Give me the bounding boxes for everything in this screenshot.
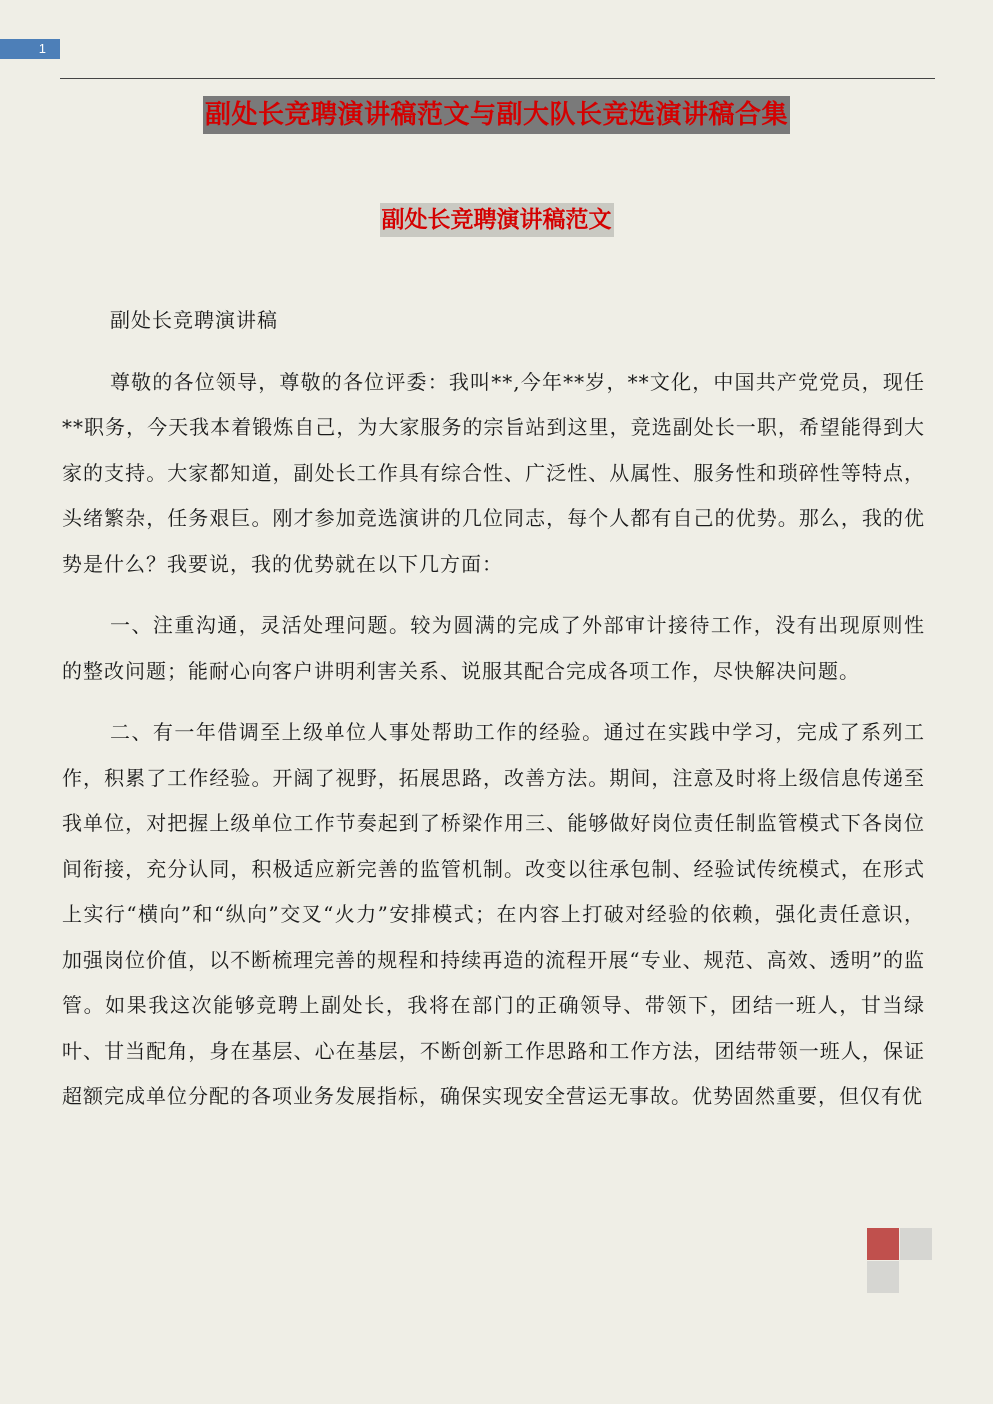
section-title-container [0, 203, 993, 237]
corner-deco-square-gray [900, 1228, 932, 1260]
corner-deco-square-gray [867, 1261, 899, 1293]
corner-deco-square-red [867, 1228, 899, 1260]
document-body [62, 298, 925, 1120]
section-title: 副处长竞聘演讲稿范文 [380, 203, 614, 237]
page-number-badge: 1 [0, 39, 60, 59]
speech-heading: 副处长竞聘演讲稿 [110, 308, 278, 332]
main-title: 副处长竞聘演讲稿范文与副大队长竞选演讲稿合集 [203, 96, 790, 134]
header-rule [60, 78, 935, 79]
body-paragraph: 二、有一年借调至上级单位人事处帮助工作的经验。通过在实践中学习，完成了系列工作，积累了工作经验。开阔了视野，拓展思路，改善方法。期间，注意及时将上级信息传递至我单位，对把握上级单位工作节奏起到了桥梁作用三、能够做好岗位责任制监管模式下各岗位间衔接，充分认同，积极适应新完善的监管机制。改变以往承包制、经验试传统模式，在形式上实行“横向”和“纵向”交叉“火力”安排模式；在内容上打破对经验的依赖，强化责任意识，加强岗位价值，以不断梳理完善的规程和持续再造的流程开展“专业、规范、高效、透明”的监管。如果我这次能够竞聘上副处长，我将在部门的正确领导、带领下，团结一班人，甘当绿叶、甘当配角，身在基层、心在基层，不断创新工作思路和工作方法，团结带领一班人，保证超额完成单位分配的各项业务发展指标，确保实现安全营运无事故。优势固然重要，但仅有优 [62, 720, 925, 1108]
body-paragraph: 尊敬的各位领导，尊敬的各位评委：我叫**,今年**岁，**文化，中国共产党党员，现任**职务，今天我本着锻炼自己，为大家服务的宗旨站到这里，竞选副处长一职，希望能得到大家的支持。大家都知道，副处长工作具有综合性、广泛性、从属性、服务性和琐碎性等特点，头绪繁杂，任务艰巨。刚才参加竞选演讲的几位同志，每个人都有自己的优势。那么，我的优势是什么？我要说，我的优势就在以下几方面： [62, 369, 925, 576]
main-title-container [0, 96, 993, 134]
body-paragraph: 一、注重沟通，灵活处理问题。较为圆满的完成了外部审计接待工作，没有出现原则性的整改问题；能耐心向客户讲明利害关系、说服其配合完成各项工作，尽快解决问题。 [62, 613, 925, 683]
